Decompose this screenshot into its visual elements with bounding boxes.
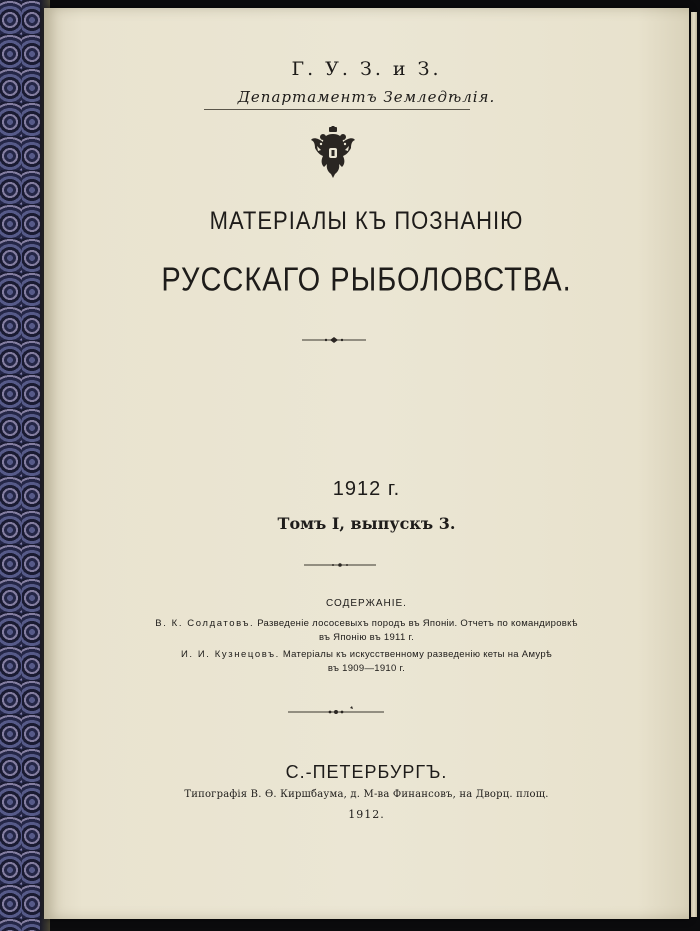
header-rule (204, 109, 470, 110)
contents-entry-1-continued: въ Японію въ 1911 г. (318, 632, 415, 643)
contents-author: В. К. Солдатовъ. (155, 618, 255, 629)
title-page (44, 8, 689, 919)
ornament-divider (286, 706, 386, 718)
contents-author: И. И. Кузнецовъ. (180, 649, 280, 660)
imprint-city: С.-ПЕТЕРБУРГЪ. (285, 762, 448, 782)
page-edge (691, 12, 697, 917)
double-headed-eagle-icon (309, 126, 357, 180)
volume-issue: Томъ I, выпускъ 3. (277, 514, 456, 533)
ornament-divider (302, 559, 378, 571)
imprint-year: 1912. (348, 808, 385, 821)
contents-title: Разведеніе лососевыхъ породъ въ Японіи. Отчетъ по командировкѣ (257, 618, 578, 629)
publication-year: 1912 г. (332, 478, 401, 500)
title-line-2: РУССКАГО РЫБОЛОВСТВА. (161, 261, 572, 299)
contents-entry-1 (44, 618, 689, 629)
title-line-1: МАТЕРІАЛЫ КЪ ПОЗНАНІЮ (209, 206, 524, 235)
contents-heading: СОДЕРЖАНІЕ. (326, 598, 407, 609)
contents-title: Матеріалы къ искусственному разведенію кеты на Амурѣ (282, 649, 553, 660)
ministry-abbreviation: Г. У. З. и З. (291, 58, 442, 80)
imprint-printer: Типографія В. Ѳ. Киршбаума, д. М-ва Финансовъ, на Дворц. площ. (184, 789, 549, 800)
contents-entry-2 (44, 649, 689, 660)
department-name: Департаментъ Земледѣлія. (237, 88, 496, 106)
contents-entry-2-continued: въ 1909—1910 г. (327, 663, 406, 674)
marbled-cover (0, 0, 44, 931)
ornament-divider (300, 334, 368, 346)
